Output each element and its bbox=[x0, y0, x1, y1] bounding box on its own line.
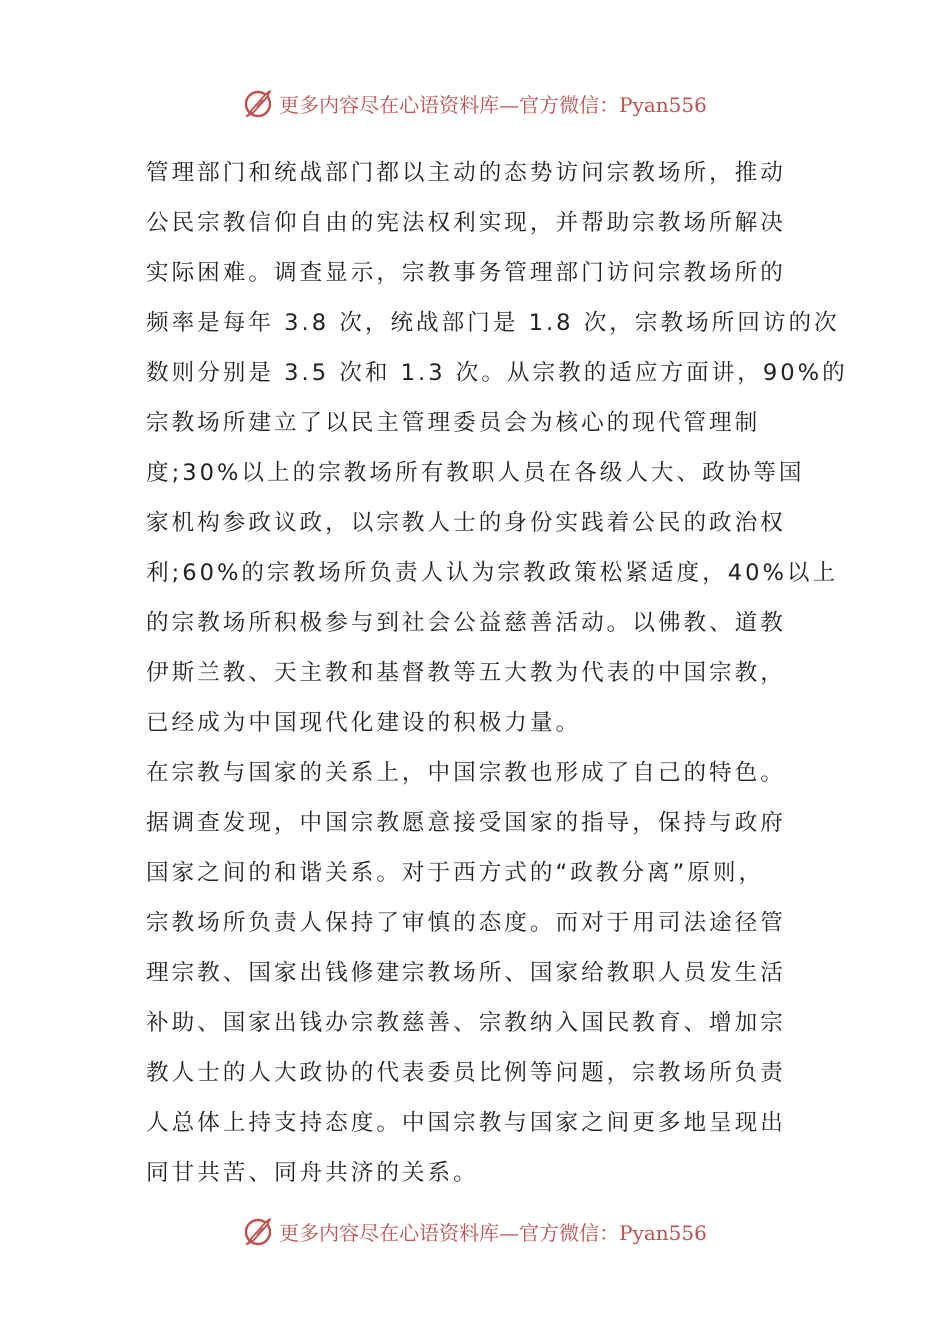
text-line: 人总体上持支持态度。中国宗教与国家之间更多地呈现出 bbox=[146, 1110, 786, 1136]
text-line: 已经成为中国现代化建设的积极力量。 bbox=[146, 710, 582, 736]
text-line: 家机构参政议政，以宗教人士的身份实践着公民的政治权 bbox=[146, 510, 786, 536]
header-banner-text: 更多内容尽在心语资料库—官方微信：Pyan556 bbox=[279, 92, 707, 117]
paragraph-2 bbox=[146, 748, 812, 1198]
paragraph-1 bbox=[146, 148, 848, 748]
text-line: 伊斯兰教、天主教和基督教等五大教为代表的中国宗教， bbox=[146, 660, 786, 686]
pen-logo-icon bbox=[243, 87, 275, 119]
text-line: 公民宗教信仰自由的宪法权利实现，并帮助宗教场所解决 bbox=[146, 210, 786, 236]
text-line: 据调查发现，中国宗教愿意接受国家的指导，保持与政府 bbox=[146, 810, 786, 836]
text-line: 补助、国家出钱办宗教慈善、宗教纳入国民教育、增加宗 bbox=[146, 1010, 786, 1036]
text-line: 国家之间的和谐关系。对于西方式的“政教分离”原则， bbox=[146, 860, 765, 886]
text-line: 管理部门和统战部门都以主动的态势访问宗教场所，推动 bbox=[146, 160, 786, 186]
footer-banner-text: 更多内容尽在心语资料库—官方微信：Pyan556 bbox=[279, 1220, 707, 1245]
text-line: 频率是每年 3.8 次，统战部门是 1.8 次，宗教场所回访的次 bbox=[146, 310, 840, 336]
text-line: 同甘共苦、同舟共济的关系。 bbox=[146, 1160, 479, 1186]
text-line: 在宗教与国家的关系上，中国宗教也形成了自己的特色。 bbox=[146, 760, 786, 786]
text-line: 理宗教、国家出钱修建宗教场所、国家给教职人员发生活 bbox=[146, 960, 786, 986]
pen-logo-icon bbox=[243, 1215, 275, 1247]
text-line: 数则分别是 3.5 次和 1.3 次。从宗教的适应方面讲，90%的 bbox=[146, 360, 848, 386]
text-line: 宗教场所建立了以民主管理委员会为核心的现代管理制 bbox=[146, 410, 761, 436]
text-line: 度;30%以上的宗教场所有教职人员在各级人大、政协等国 bbox=[146, 460, 805, 486]
document-body bbox=[146, 148, 848, 1198]
text-line: 实际困难。调查显示，宗教事务管理部门访问宗教场所的 bbox=[146, 260, 786, 286]
footer-banner bbox=[0, 1211, 950, 1251]
header-banner bbox=[0, 83, 950, 123]
text-line: 的宗教场所积极参与到社会公益慈善活动。以佛教、道教 bbox=[146, 610, 786, 636]
text-line: 教人士的人大政协的代表委员比例等问题，宗教场所负责 bbox=[146, 1060, 786, 1086]
text-line: 宗教场所负责人保持了审慎的态度。而对于用司法途径管 bbox=[146, 910, 786, 936]
text-line: 利;60%的宗教场所负责人认为宗教政策松紧适度，40%以上 bbox=[146, 560, 839, 586]
